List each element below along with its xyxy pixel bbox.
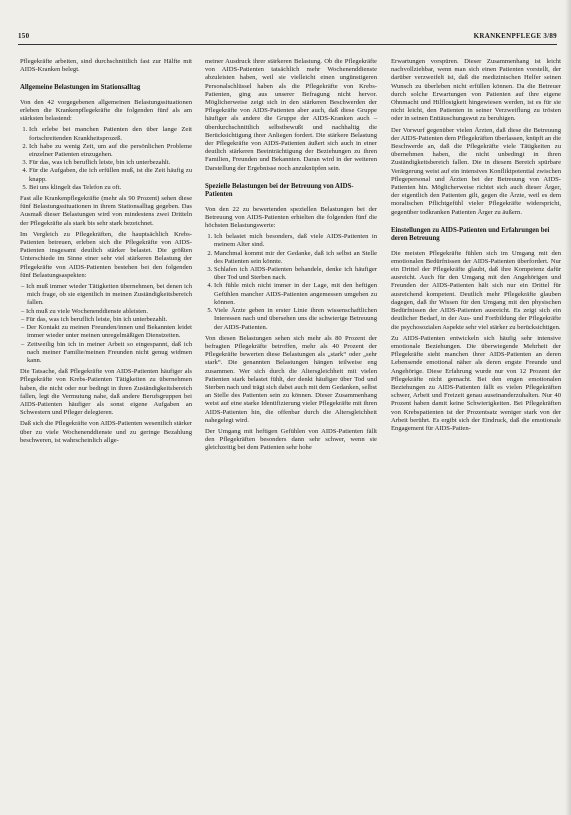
text-column-right bbox=[391, 58, 561, 436]
list-item: 2. Ich habe zu wenig Zeit, um auf die persönlichen Probleme einzelner Patienten einzugehen. bbox=[29, 143, 192, 159]
section-heading: Einstellungen zu AIDS-Patienten und Erfahrungen bei deren Betreuung bbox=[391, 226, 550, 243]
paragraph: Der Umgang mit heftigen Gefühlen von AIDS-Patienten fällt den Pflegekräften besonders dann sehr schwer, wenn sie gleichzeitig bei dem Patienten sehr hohe bbox=[205, 427, 377, 452]
paragraph: Die meisten Pflegekräfte fühlen sich im Umgang mit den emotionalen Bedürfnissen der AIDS-Patienten überfordert. Nur ein Drittel der Pflegekräfte glaubt, daß ihre Kompetenz dafür ausreicht. Auch für den Umgang mit den Angehörigen und Freunden der AIDS-Patienten hält sich nur ein Drittel für ausreichend kompetent. Deutlich mehr Pflegekräfte glauben dagegen, daß ihr Wissen für den Umgang mit den physischen Bedürfnissen der AIDS-Patienten ausreicht. Es zeigt sich ein deutlicher Bedarf, in der Aus- und Fortbildung der Pflegekräfte die psychosozialen Aspekte sehr viel stärker zu berücksichtigen. bbox=[391, 249, 561, 331]
list-item: – Zeitweilig bin ich in meiner Arbeit so eingespannt, daß ich nach meiner Familie/meinen Freunden nicht genug widmen kann. bbox=[27, 341, 192, 366]
section-heading: Allgemeine Belastungen im Stationsalltag bbox=[20, 84, 141, 92]
text-column-left bbox=[20, 58, 192, 448]
section-heading: Spezielle Belastungen bei der Betreuung von AIDS-Patienten bbox=[205, 182, 354, 199]
journal-title: KRANKENPFLEGE 3/89 bbox=[473, 32, 557, 40]
paragraph: Von den 42 vorgegebenen allgemeinen Belastungssituationen erleben die Krankenpflegekräfte die folgenden fünf als am stärksten belastend: bbox=[20, 98, 192, 123]
page-edge-shadow bbox=[565, 0, 571, 815]
paragraph: Pflegekräfte arbeiten, sind durchschnittlich fast zur Hälfte mit AIDS-Kranken belegt. bbox=[20, 58, 192, 74]
list-item: – Ich muß zu viele Wochenenddienste ableisten. bbox=[27, 308, 192, 316]
list-item: 2. Manchmal kommt mir der Gedanke, daß ich selbst an Stelle des Patienten sein könnte. bbox=[214, 250, 377, 266]
numbered-list bbox=[20, 126, 192, 192]
paragraph: Von diesen Belastungen sehen sich mehr als 80 Prozent der befragten Pflegekräfte betroffen, mehr als 40 Prozent der Pflegekräfte bewerten diese Belastungen als „stark“ oder „sehr stark“. Die genannten Belastungen hängen teilweise eng zusammen. Wer sich durch die Altersgleichheit mit vielen Patienten stark belastet fühlt, der denkt häufiger über Tod und Sterben nach und trägt sich dabei auch mit dem Gedanken, selbst an Stelle des Patienten sein zu können. Dieser Zusammenhang weist auf eine starke Identifizierung vieler Pflegekräfte mit ihren AIDS-Patienten hin, die offenbar durch die Altersgleichheit nahegelegt wird. bbox=[205, 334, 377, 424]
list-item: 5. Viele Ärzte geben in erster Linie ihren wissenschaftlichen Interessen nach und übersehen uns die schwierige Betreuung der AIDS-Patienten. bbox=[214, 307, 377, 332]
list-item: 1. Ich belastet mich besonders, daß viele AIDS-Patienten in meinem Alter sind. bbox=[214, 233, 377, 249]
paragraph: Von den 22 zu bewertenden speziellen Belastungen bei der Betreuung von AIDS-Patienten erhielten die folgenden fünf die höchsten Belastungswerte: bbox=[205, 205, 377, 230]
list-item: 4. Ich fühle mich nicht immer in der Lage, mit den heftigen Gefühlen mancher AIDS-Patienten angemessen umgehen zu können. bbox=[214, 282, 377, 307]
list-item: – Ich muß immer wieder Tätigkeiten übernehmen, bei denen ich mich frage, ob sie eigentlich in meinen Zuständigkeitsbereich fallen. bbox=[27, 283, 192, 308]
paragraph: Zu AIDS-Patienten entwickeln sich häufig sehr intensive emotionale Beziehungen. Die überwiegende Mehrheit der Pflegekräfte sieht manchen ihrer AIDS-Patienten an deren Lebensende emotional näher als deren engste Freunde und Angehörige. Diese Erfahrung wurde nur von 12 Prozent der Pflegekräfte nicht gemacht. Bei den engen emotionalen Beziehungen zu AIDS-Patienten fällt es vielen Pflegekräften schwer, Arbeit und Freizeit genau auseinanderzuhalten. Nur 40 Prozent haben damit keine Schwierigkeiten. Bei Pflegekräften von Krebspatienten ist der Prozentsatz weniger stark von der Arbeit berührt. Es ergibt sich der Eindruck, daß die emotionale Engagement für AIDS-Patien- bbox=[391, 334, 561, 432]
numbered-list bbox=[205, 233, 377, 331]
paragraph: Die Tatsache, daß Pflegekräfte von AIDS-Patienten häufiger als Pflegekräfte von Krebs-Patienten Tätigkeiten zu übernehmen haben, die nicht oder nur bedingt in ihren Zuständigkeitsbereich fallen, legt die Vermutung nahe, daß andere Berufsgruppen bei AIDS-Patienten häufiger als sonst eigene Aufgaben an Schwestern und Pfleger delegieren. bbox=[20, 368, 192, 417]
page-number: 150 bbox=[18, 32, 30, 40]
list-item: 1. Ich erlebe bei manchen Patienten den über lange Zeit fortschreitenden Krankheitsprozeß. bbox=[29, 126, 192, 142]
paragraph: Im Vergleich zu Pflegekräften, die hauptsächlich Krebs-Patienten betreuen, erleben sich die Pflegekräfte von AIDS-Patienten insgesamt deutlich stärker belastet. Die größten Unterschiede im Sinne einer sehr viel stärkeren Belastung der Pflegekräfte von AIDS-Patienten bestehen bei den folgenden fünf Belastungsaspekten: bbox=[20, 230, 192, 279]
list-item: 3. Für das, was ich beruflich leiste, bin ich unterbezahlt. bbox=[29, 159, 192, 167]
list-item: 4. Für die Aufgaben, die ich erfüllen muß, ist die Zeit häufig zu knapp. bbox=[29, 167, 192, 183]
paragraph: Erwartungen vorspüren. Dieser Zusammenhang ist leicht nachvollziehbar, wenn man sich einen Patienten vorstellt, der darüber verzweifelt ist, daß die medizinischen Helfer seinen Wunsch zu überleben nicht erfüllen können. Da die Betreuer durch solche Erwartungen von Patienten auf ihre eigene Ohnmacht und Hilflosigkeit hingewiesen werden, ist es für sie nicht leicht, den Patienten in seiner Verzweiflung zu trösten oder in seinen Enttäuschungswut zu beruhigen. bbox=[391, 58, 561, 123]
paragraph: Der Vorwurf gegenüber vielen Ärzten, daß diese die Betreuung der AIDS-Patienten dem Pflegekräften überlassen, knüpft an die Beschwerde an, daß die Pflegekräfte viele Tätigkeiten zu übernehmen haben, die nicht unbedingt in ihren Zuständigkeitsbereich fallen. Die in diesem Bereich spürbare Verärgerung weist auf ein intensives Konfliktpotential zwischen Pflegepersonal und Ärzten bei der Betreuung von AIDS-Patienten hin. Möglicherweise richtet sich auch dieser Ärger, der eigentlich den Patienten gilt, gegen die Ärzte, weil es dem moralischen Pflichtgefühl vieler Pflegekräfte widerspricht, gegenüber todkranken Patienten Ärger zu äußern. bbox=[391, 126, 561, 216]
page-header bbox=[18, 30, 557, 45]
list-item: – Für das, was ich beruflich leiste, bin ich unterbezahlt. bbox=[27, 316, 192, 324]
paragraph: Daß sich die Pflegekräfte von AIDS-Patienten wesentlich stärker über zu viele Wochenenddienste und zu geringe Bezahlung beschweren, ist wahrscheinlich allge- bbox=[20, 420, 192, 444]
paragraph: Fast alle Krankenpflegekräfte (mehr als 90 Prozent) sehen diese fünf Belastungssituationen in ihrem Stationsalltag gegeben. Das Ausmaß dieser Belastungen wird von mindestens zwei Dritteln der Pflegekräfte als stark bis sehr stark bezeichnet. bbox=[20, 195, 192, 227]
list-item: – Der Kontakt zu meinen Freunden/innen und Bekannten leidet immer wieder unter meinen unregelmäßigen Dienstzeiten. bbox=[27, 324, 192, 340]
text-column-middle bbox=[205, 58, 377, 456]
dash-list bbox=[20, 283, 192, 365]
list-item: 3. Schlafen ich AIDS-Patienten behandele, denke ich häufiger über Tod und Sterben nach. bbox=[214, 266, 377, 282]
paragraph: meiner Ausdruck ihrer stärkeren Belastung. Ob die Pflegekräfte von AIDS-Patienten tatsächlich mehr Wochenenddienste abzuleisten haben, weil sie vielleicht einen ungünstigeren Personalschlüssel haben als die Pflegekräfte von Krebs-Patienten, ging aus unserer Befragung nicht hervor. Möglicherweise zeigt sich in den stärkeren Beschwerden der Pflegekräfte von AIDS-Patienten aber auch, daß diese Gruppe häufiger als andere die Gruppe der AIDS-Kranken auch – überdurchschnittlich selbstbewußt und nachhaltig die Berücksichtigung ihrer Anliegen fordert. Die stärkere Belastung der Pflegekräfte von AIDS-Patienten äußert sich auch in einer deutlich stärkeren Beeinträchtigung der Beziehungen zu ihren Familien, Freunden und Bekannten. Daran wird in der weiteren Darstellung der Ergebnisse noch anzuknüpfen sein. bbox=[205, 58, 377, 172]
list-item: 5. Bei uns klingelt das Telefon zu oft. bbox=[29, 184, 192, 192]
